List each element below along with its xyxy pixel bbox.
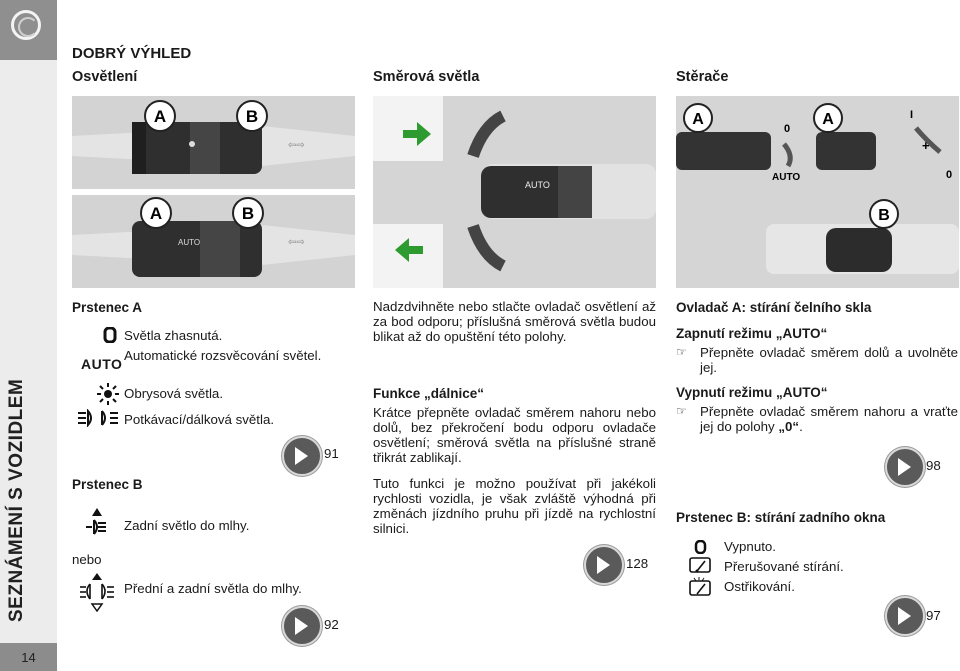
label-b-text: B bbox=[241, 204, 255, 223]
one-label: I bbox=[910, 109, 914, 121]
ref-92[interactable]: 92 bbox=[324, 617, 339, 632]
motorway-paragraph-2: Tuto funkci je možno používat při jakékoli rychlosti vozidla, je však zvláště výhodná při změnách jízdního pruhu při jízdě na rychlostní silnici. bbox=[373, 476, 656, 536]
zero-label-2: 0 bbox=[946, 169, 953, 181]
ring-b-wiper-title: Prstenec B: stírání zadního okna bbox=[676, 510, 886, 525]
zero-icon bbox=[694, 540, 708, 554]
zero-icon bbox=[103, 327, 117, 343]
auto-on-title: Zapnutí režimu „AUTO“ bbox=[676, 326, 828, 341]
auto-off-title: Vypnutí režimu „AUTO“ bbox=[676, 385, 828, 400]
wiper-stalk-image bbox=[676, 96, 959, 288]
ref-arrow-91-icon[interactable] bbox=[282, 436, 322, 476]
ref-arrow-92-icon[interactable] bbox=[282, 606, 322, 646]
svg-text:⇦⇨: ⇦⇨ bbox=[288, 237, 305, 248]
parking-light-icon bbox=[96, 382, 120, 406]
ring-a-item-1: Světla zhasnutá. bbox=[124, 328, 223, 343]
auto-icon: AUTO bbox=[81, 356, 123, 372]
indicator-stalk-image bbox=[373, 96, 656, 288]
ref-arrow-97-icon[interactable] bbox=[885, 596, 925, 636]
wiper-item-1: Vypnuto. bbox=[724, 539, 776, 554]
section-title: DOBRÝ VÝHLED bbox=[72, 45, 192, 62]
auto-on-text: Přepněte ovladač směrem dolů a uvolněte jej. bbox=[700, 345, 958, 375]
svg-text:⇦⇨: ⇦⇨ bbox=[288, 140, 305, 151]
pointing-hand-icon: ☞ bbox=[676, 345, 687, 359]
ref-91[interactable]: 91 bbox=[324, 446, 339, 461]
ring-a-item-2: Automatické rozsvěcování světel. bbox=[124, 348, 322, 363]
zero-label: 0 bbox=[784, 123, 791, 135]
auto-off-text-a: Přepněte ovladač směrem nahoru a vraťte jej do polohy bbox=[700, 404, 958, 434]
headlight-icon bbox=[76, 409, 120, 427]
motorway-paragraph-1: Krátce přepněte ovladač směrem nahoru nebo dolů, bez překročení bodu odporu ovladače osvětlení; směrová světla na příslušné straně třikrát zablikají. bbox=[373, 405, 656, 465]
ref-97[interactable]: 97 bbox=[926, 608, 941, 623]
label-a-text: A bbox=[149, 204, 163, 223]
label-a-text: A bbox=[153, 107, 167, 126]
front-rear-fog-icon bbox=[78, 572, 116, 612]
wiper-item-3: Ostřikování. bbox=[724, 579, 795, 594]
pointing-hand-icon-2: ☞ bbox=[676, 404, 687, 418]
ring-b-item-1: Zadní světlo do mlhy. bbox=[124, 518, 250, 533]
plus-label: + bbox=[922, 138, 930, 153]
control-a-title: Ovladač A: stírání čelního skla bbox=[676, 300, 872, 315]
sidebar bbox=[0, 0, 57, 671]
motorway-title: Funkce „dálnice“ bbox=[373, 386, 485, 401]
indicator-intro: Nadzdvihněte nebo stlačte ovladač osvětlení až za bod odporu; příslušná směrová světla budou blikat až do opuštění této polohy. bbox=[373, 299, 656, 344]
label-a-text-2: A bbox=[822, 111, 834, 128]
auto-off-text-c: . bbox=[799, 419, 803, 434]
brand-logo-icon bbox=[11, 10, 41, 40]
auto-off-position: „0“ bbox=[778, 419, 800, 434]
intermittent-wipe-icon bbox=[689, 557, 711, 575]
label-b-text: B bbox=[878, 207, 890, 224]
page-number: 14 bbox=[0, 643, 57, 671]
auto-stalk-text: AUTO bbox=[178, 238, 201, 247]
ref-arrow-98-icon[interactable] bbox=[885, 447, 925, 487]
col2-heading: Směrová světla bbox=[373, 69, 480, 85]
ring-a-item-3: Obrysová světla. bbox=[124, 386, 224, 401]
ring-b-item-2: Přední a zadní světla do mlhy. bbox=[124, 581, 302, 596]
ref-98[interactable]: 98 bbox=[926, 458, 941, 473]
auto-stalk-text: AUTO bbox=[525, 180, 550, 190]
lighting-stalk-image-top bbox=[72, 96, 355, 189]
ring-a-item-4: Potkávací/dálková světla. bbox=[124, 412, 275, 427]
ref-arrow-128-icon[interactable] bbox=[584, 545, 624, 585]
ref-128[interactable]: 128 bbox=[626, 556, 649, 571]
lighting-stalk-image-bottom bbox=[72, 195, 355, 288]
washer-icon bbox=[689, 577, 711, 597]
sidebar-title: SEZNÁMENÍ S VOZIDLEM bbox=[6, 378, 27, 622]
ring-a-title: Prstenec A bbox=[72, 300, 143, 315]
auto-label: AUTO bbox=[772, 172, 801, 183]
or-label: nebo bbox=[72, 552, 102, 567]
col3-heading: Stěrače bbox=[676, 69, 729, 85]
rear-fog-icon bbox=[84, 506, 110, 542]
ring-b-title: Prstenec B bbox=[72, 477, 143, 492]
auto-off-text bbox=[700, 404, 958, 434]
label-a-text: A bbox=[692, 111, 704, 128]
wiper-item-2: Přerušované stírání. bbox=[724, 559, 844, 574]
col1-heading: Osvětlení bbox=[72, 69, 138, 85]
label-b-text: B bbox=[245, 107, 259, 126]
sidebar-top-band bbox=[0, 0, 57, 60]
